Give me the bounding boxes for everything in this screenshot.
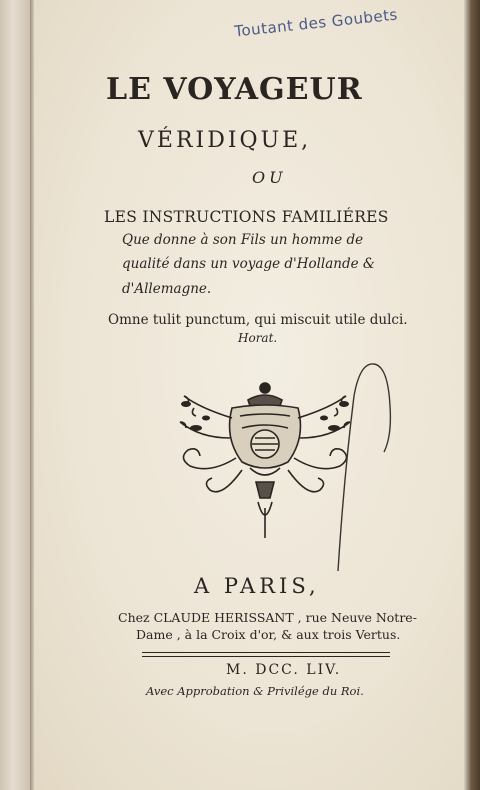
title-line-2: VÉRIDIQUE, xyxy=(138,128,312,153)
double-rule-top xyxy=(142,652,390,653)
epigraph-author: Horat. xyxy=(238,331,278,345)
title-line-1: LE VOYAGEUR xyxy=(106,72,363,107)
pencil-mark xyxy=(330,356,400,576)
subtitle: LES INSTRUCTIONS FAMILIÉRES xyxy=(104,208,389,226)
publisher-line-1: Chez CLAUDE HERISSANT , rue Neuve Notre- xyxy=(118,610,417,625)
description-line-1: Que donne à son Fils un homme de xyxy=(122,232,364,248)
epigraph-quote: Omne tulit punctum, qui miscuit utile dulci. xyxy=(108,312,408,328)
publisher-line-2: Dame , à la Croix d'or, & aux trois Vertus. xyxy=(136,627,401,642)
royal-privilege: Avec Approbation & Privilége du Roi. xyxy=(146,684,364,698)
description-line-3: d'Allemagne. xyxy=(122,281,212,297)
title-or: OU xyxy=(252,168,287,187)
imprint-year: M. DCC. LIV. xyxy=(226,662,342,678)
imprint-city: A PARIS, xyxy=(194,574,320,598)
handwritten-inscription: Toutant des Goubets xyxy=(233,5,399,41)
double-rule-bottom xyxy=(142,656,390,657)
book-spine xyxy=(0,0,33,790)
page-edge xyxy=(464,0,480,790)
title-page xyxy=(34,0,464,790)
description-line-2: qualité dans un voyage d'Hollande & xyxy=(122,256,375,272)
